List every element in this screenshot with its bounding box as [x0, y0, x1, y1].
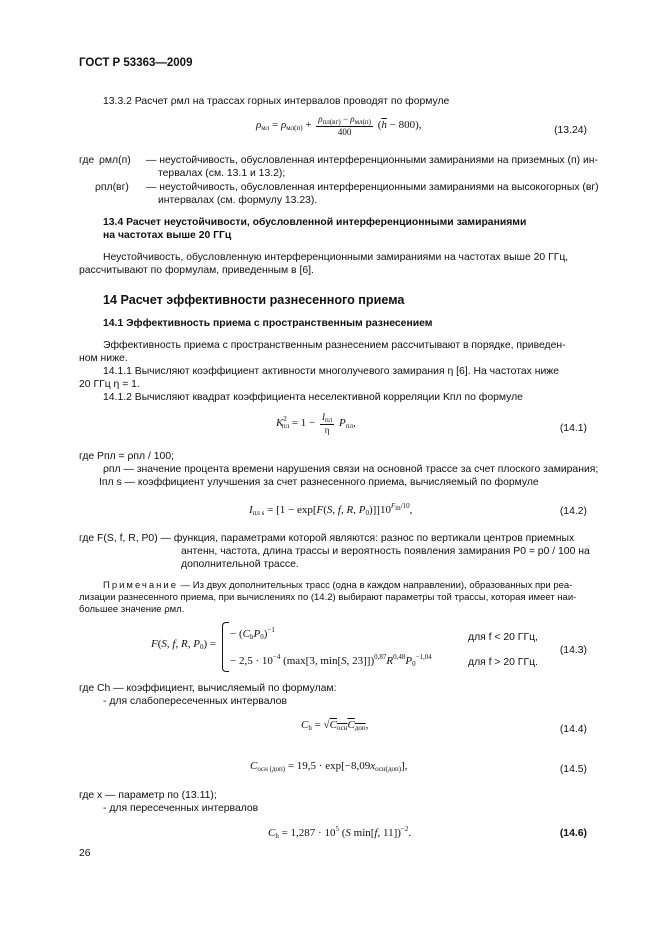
- equation-number-14-6: (14.6): [559, 828, 587, 839]
- formula-14-5: $C_{осн (доп)} = 19,5 \cdot \exp[-8,09x_{осн(доп)}]$,: [250, 760, 408, 773]
- definition-P-pl: где Pпл = ρпл / 100;: [79, 451, 174, 462]
- formula-14-2: $I_{пл s} = [1 - \exp[F(S$, f, R, $P_0)]]10^{F_m/10}$,: [249, 502, 413, 517]
- standard-header: ГОСТ Р 53363—2009: [79, 57, 193, 69]
- equation-number-14-5: (14.5): [559, 764, 587, 775]
- symbol-rho-ml-p: ρмл(п): [99, 155, 131, 166]
- note-line3: большее значение ρмл.: [79, 604, 185, 615]
- weakly-crossed-intervals: - для слабопересеченных интервалов: [103, 696, 287, 707]
- symbol-rho-pl-vg: ρпл(вг): [95, 182, 129, 193]
- formula-13-24: $\rho_{мл} = \rho_{мл(п)}$ + $\frac{\rho_{пл(вг)} - \rho_{мл(п)}}{400}$ $(\overline{h} - 800)$,: [256, 114, 422, 137]
- equation-number-14-3: (14.3): [559, 645, 587, 656]
- formula-14-4: $C_h = √C_{осн}C_{доп}$,: [301, 719, 369, 732]
- section-13-4-text-line2: рассчитывают по формулам, приведенным в [6].: [79, 265, 314, 276]
- section-14-1-line1: Эффективность приема с пространственным разнесением рассчитывают в порядке, приведен-: [103, 340, 566, 351]
- section-14-1-2: 14.1.2 Вычисляют квадрат коэффициента неселективной корреляции Kпл по формуле: [103, 392, 523, 403]
- section-13-4-title-line2: на частотах выше 20 ГГц: [103, 230, 232, 241]
- equation-number-14-2: (14.2): [559, 506, 587, 517]
- definition-rho-pl: ρпл — значение процента времени нарушения связи на основной трассе за счет плоского замирания;: [103, 464, 599, 475]
- equation-number-14-1: (14.1): [559, 423, 587, 434]
- formula-14-3-case2: − $2,5 \cdot 10^{-4}$ (max[3, min[S, $23]])^{0,87}R^{0,48}P_0^{-1,04}$: [230, 653, 432, 668]
- definition-I-pl-s: Iпл s — коэффициент улучшения за счет разнесенного приема, вычисляемый по формуле: [99, 477, 539, 488]
- equation-number-14-4: (14.4): [559, 724, 587, 735]
- definition-1b: тервалах (см. 13.1 и 13.2);: [158, 168, 286, 179]
- section-13-4-text-line1: Неустойчивость, обусловленную интерференционными замираниями на частотах выше 20 ГГц,: [103, 252, 569, 263]
- definition-F-line2: антенн, частота, длина трассы и вероятность появления замирания P0 = p0 / 100 на: [181, 546, 590, 557]
- definition-F-line1: где F(S, f, R, P0) — функция, параметрами которой являются: разнос по вертикали центров приемных: [79, 533, 575, 544]
- note-label: Примечание: [103, 580, 178, 591]
- section-13-4-title-line1: 13.4 Расчет неустойчивости, обусловленной интерференционными замираниями: [103, 217, 527, 228]
- where-label: где: [79, 155, 95, 166]
- formula-14-1: $K^2_{пл} = 1$ − $\frac{I_{пл}}{\eta}$ $P_{пл}$,: [276, 412, 356, 435]
- note-line2: лизации разнесенного приема, при вычислениях по (14.2) выбирают параметры той трассы, которая имеет наи-: [79, 592, 577, 603]
- formula-14-3-case1: − $(C_hP_0)^{-1}$: [230, 626, 275, 641]
- definition-2a: — неустойчивость, обусловленная интерференционными замираниями на высокогорных (вг): [146, 182, 599, 193]
- note-line1: [103, 580, 572, 591]
- section-14-1-line2: ном ниже.: [79, 353, 128, 364]
- definition-F-line3: дополнительной трассе.: [181, 559, 299, 570]
- definition-1a: — неустойчивость, обусловленная интерференционными замираниями на приземных (п) ин-: [146, 155, 598, 166]
- formula-14-3-lhs: F(S, f, R, $P_0$) =: [151, 638, 217, 651]
- section-14-1-1-line2: 20 ГГц η = 1.: [79, 379, 140, 390]
- formula-14-3-condition2: для f > 20 ГГц.: [468, 657, 538, 668]
- section-14-1-title: 14.1 Эффективность приема с пространственным разнесением: [103, 318, 433, 329]
- note-text-line1: — Из двух дополнительных трасс (одна в каждом направлении), образованных при реа-: [180, 580, 573, 591]
- page-number: 26: [79, 848, 91, 859]
- equation-number-13-24: (13.24): [554, 125, 587, 136]
- formula-14-3-brace: [222, 622, 229, 672]
- definition-x: где x — параметр по (13.11);: [79, 790, 217, 801]
- definition-Ch: где Ch — коэффициент, вычисляемый по формулам:: [79, 683, 337, 694]
- section-14-title: 14 Расчет эффективности разнесенного приема: [103, 293, 405, 307]
- section-14-1-1-line1: 14.1.1 Вычисляют коэффициент активности многолучевого замирания η [6]. На частотах ниже: [103, 366, 559, 377]
- definition-2b: интервалах (см. формулу 13.23).: [158, 195, 318, 206]
- formula-14-6: $C_h = 1,287 \cdot 10^5$ (S min[f, 11])$^{-2}$.: [268, 825, 412, 840]
- paragraph-13-3-2: 13.3.2 Расчет ρмл на трассах горных интервалов проводят по формуле: [103, 96, 450, 107]
- crossed-intervals: - для пересеченных интервалов: [103, 803, 259, 814]
- formula-14-3-condition1: для f < 20 ГГц,: [468, 632, 538, 643]
